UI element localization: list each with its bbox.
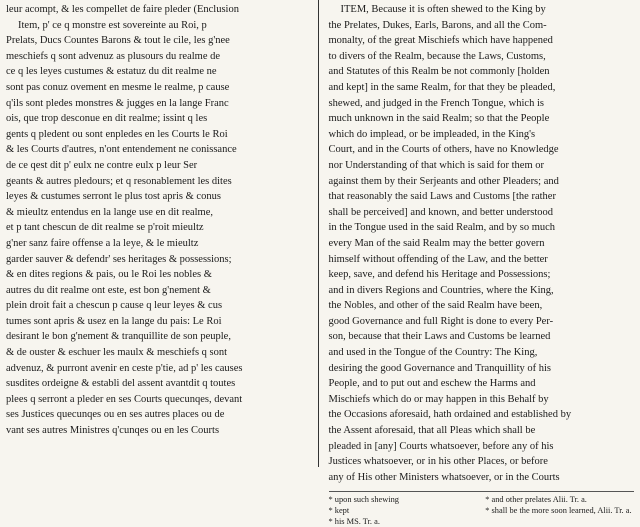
text-line: & de ouster & eschuer les maulx & meschiefs q sont [6,345,310,361]
text-line: q'ils sont pledes monstres & jugges en la lange Franc [6,96,310,112]
text-line: Prelats, Ducs Countes Barons & tout le cile, les g'nee [6,33,310,49]
text-line: nor Understanding of that which is said for them or [329,158,635,174]
text-line: and used in the Tongue of the Country: The King, [329,345,635,361]
text-line: monalty, of the great Mischiefs which have happened [329,33,635,49]
text-line: son, because that their Laws and Customs be learned [329,329,635,345]
footnote: * shall be the more soon learned, Alii. Tr. a. [485,505,634,516]
text-line: sont pas conuz ovement en mesme le realme, p cause [6,80,310,96]
footnote: * his MS. Tr. a. [329,516,478,527]
text-line: vant ses autres Ministres q'cunqes ou en les Courts [6,423,310,439]
text-line: pleaded in [any] Courts whatsoever, before any of his [329,439,635,455]
text-line: Mischiefs which do or may happen in this Behalf by [329,392,635,408]
text-line: shewed, and judged in the French Tongue, which is [329,96,635,112]
text-line: the Prelates, Dukes, Earls, Barons, and all the Com- [329,18,635,34]
text-line: Court, and in the Courts of others, have no Knowledge [329,142,635,158]
text-line: good Governance and full Right is done to every Per- [329,314,635,330]
text-line: meschiefs q sont advenuz as plusours du realme de [6,49,310,65]
text-line: gents q pledent ou sont enpledes en les Courts le Roi [6,127,310,143]
text-line: g'ner sanz faire offense a la leye, & le mieultz [6,236,310,252]
text-line: that reasonably the said Laws and Customs [the rather [329,189,635,205]
text-line: desiring the good Governance and Tranquillity of his [329,361,635,377]
english-text-column [319,0,640,467]
text-line: & les Courts d'autres, n'ont entendement ne conissance [6,142,310,158]
text-line: & en dites regions & pais, ou le Roi les nobles & [6,267,310,283]
text-line: ois, que trop desconue en dit realme; issint q les [6,111,310,127]
text-line: autres du dit realme ont este, est bon g'nement & [6,283,310,299]
text-line: every Man of the said Realm may the better govern [329,236,635,252]
text-line: & mieultz entendus en la lange use en dit realme, [6,205,310,221]
text-line: the Assent aforesaid, that all Pleas which shall be [329,423,635,439]
text-line: garder sauver & defendr' ses heritages & possessions; [6,252,310,268]
text-line: in the Tongue used in the said Realm, and by so much [329,220,635,236]
text-line: leur acompt, & les compellet de faire pleder (Enclusion [6,2,310,18]
text-line: ce q les leyes custumes & estatuz du dit realme ne [6,64,310,80]
text-line: de ce qest dit p' eulx ne contre eulx p leur Ser [6,158,310,174]
text-line: plein droit fait a chescun p cause q leur leyes & cus [6,298,310,314]
text-line: the Occasions aforesaid, hath ordained and established by [329,407,635,423]
text-line: shall be perceived] and known, and better understood [329,205,635,221]
text-line: ITEM, Because it is often shewed to the King by [329,2,635,18]
text-line: keep, save, and defend his Heritage and Possessions; [329,267,635,283]
text-line: which do implead, or be impleaded, in the King's [329,127,635,143]
text-line: People, and to put out and eschew the Harms and [329,376,635,392]
text-line: susdites ordeigne & establi del assent avantdit q toutes [6,376,310,392]
text-line: himself without offending of the Law, and the better [329,252,635,268]
footnote: * and other prelates Alii. Tr. a. [485,494,634,505]
text-line: et p tant chescun de dit realme se p'roit mieultz [6,220,310,236]
text-line: Item, p' ce q monstre est sovereinte au Roi, p [6,18,310,34]
text-line: and kept] in the same Realm, for that they be pleaded, [329,80,635,96]
text-line: any of His other Ministers whatsoever, or in the Courts [329,470,635,486]
text-line: ses Justices quecunqes ou en ses autres places ou de [6,407,310,423]
text-line: and in divers Regions and Countries, where the King, [329,283,635,299]
text-line: plees q serront a pleder en ses Courts quecunqes, devant [6,392,310,408]
text-line: to divers of the Realm, because the Laws, Customs, [329,49,635,65]
text-line: much unknown in the said Realm; so that the People [329,111,635,127]
text-line: desirant le bon g'nement & tranquillite de son peuple, [6,329,310,345]
text-line: advenuz, & purront avenir en ceste p'tie, ad p' les causes [6,361,310,377]
text-line: leyes & custumes serront le plus tost apris & conus [6,189,310,205]
text-line: tumes sont apris & usez en la lange du pais: Le Roi [6,314,310,330]
text-line: geants & autres pledours; et q resonablement les dites [6,174,310,190]
text-line: the Nobles, and other of the said Realm have been, [329,298,635,314]
footnote: * upon such shewing [329,494,478,505]
text-line: and Statutes of this Realm be not commonly [holden [329,64,635,80]
footnote: * kept [329,505,478,516]
french-text-column [0,0,318,467]
text-line: Justices whatsoever, or in his other Places, or before [329,454,635,470]
footnotes [329,491,635,527]
text-line: against them by their Serjeants and other Pleaders; and [329,174,635,190]
